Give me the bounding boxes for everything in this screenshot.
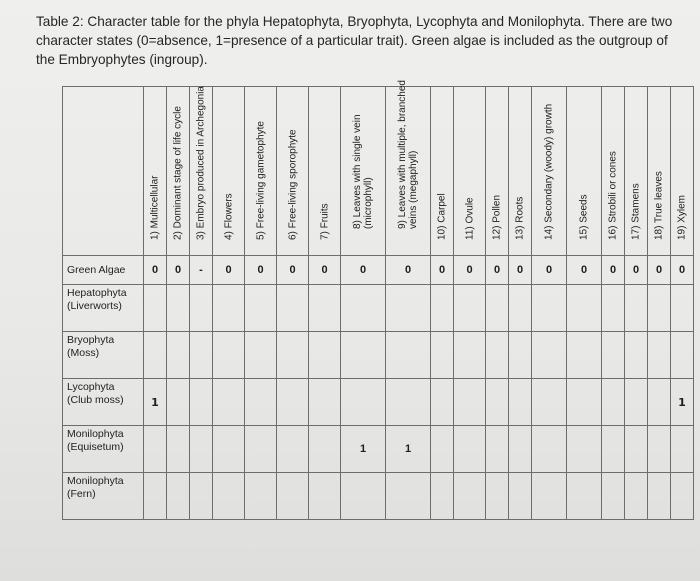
character-table-wrapper [62, 80, 694, 520]
table-caption: Table 2: Character table for the phyla Hepatophyta, Bryophyta, Lycophyta and Monilophyta. There are two character states (0=absence, 1=presence of a particular trait). Green algae is included as the outgroup of the Embryophytes (ingroup). [36, 14, 673, 67]
table-cell [602, 473, 625, 520]
table-cell [167, 473, 190, 520]
table-cell [602, 379, 625, 426]
table-cell: 0 [509, 256, 532, 285]
table-cell [454, 473, 486, 520]
table-cell [190, 379, 213, 426]
table-cell [567, 379, 602, 426]
table-cell [602, 285, 625, 332]
table-cell: 0 [167, 256, 190, 285]
table-cell [454, 379, 486, 426]
table-cell: - [190, 256, 213, 285]
table-row [63, 332, 694, 379]
column-header: 10) Carpel [431, 87, 454, 256]
table-cell [386, 285, 431, 332]
corner-cell [63, 87, 144, 256]
table-cell [454, 285, 486, 332]
table-cell [431, 426, 454, 473]
table-cell [625, 332, 648, 379]
table-row [63, 426, 694, 473]
table-cell [567, 426, 602, 473]
table-cell [486, 379, 509, 426]
table-cell: 0 [245, 256, 277, 285]
table-cell [509, 332, 532, 379]
table-cell [671, 332, 694, 379]
table-cell [431, 285, 454, 332]
row-label: Monilophyta (Fern) [63, 473, 144, 520]
table-cell [309, 285, 341, 332]
table-cell [309, 379, 341, 426]
table-cell [167, 332, 190, 379]
column-header: 5) Free-living gametophyte [245, 87, 277, 256]
table-cell [625, 379, 648, 426]
table-cell [341, 332, 386, 379]
table-cell [309, 332, 341, 379]
table-cell: 0 [277, 256, 309, 285]
table-cell [341, 379, 386, 426]
table-row [63, 379, 694, 426]
header-row [63, 87, 694, 256]
table-cell [671, 285, 694, 332]
column-header: 12) Pollen [486, 87, 509, 256]
table-cell [567, 285, 602, 332]
table-row [63, 256, 694, 285]
column-header: 14) Secondary (woody) growth [532, 87, 567, 256]
table-cell [167, 426, 190, 473]
table-cell [648, 285, 671, 332]
column-header: 8) Leaves with single vein (microphyll) [341, 87, 386, 256]
column-header: 11) Ovule [454, 87, 486, 256]
table-cell [309, 426, 341, 473]
table-cell [532, 285, 567, 332]
table-cell [190, 473, 213, 520]
table-cell [431, 332, 454, 379]
table-cell [532, 379, 567, 426]
table-cell [167, 285, 190, 332]
table-cell: 0 [532, 256, 567, 285]
table-cell [245, 473, 277, 520]
table-cell [277, 473, 309, 520]
column-header: 9) Leaves with multiple, branched veins (megaphyll) [386, 87, 431, 256]
table-cell [532, 426, 567, 473]
table-cell: 1 [341, 426, 386, 473]
table-cell [671, 426, 694, 473]
column-header: 16) Strobili or cones [602, 87, 625, 256]
table-cell [648, 332, 671, 379]
table-cell: 0 [671, 256, 694, 285]
table-cell [245, 285, 277, 332]
table-cell: 0 [486, 256, 509, 285]
column-header: 4) Flowers [213, 87, 245, 256]
table-cell [309, 473, 341, 520]
table-cell [648, 473, 671, 520]
table-cell [509, 285, 532, 332]
table-cell [341, 285, 386, 332]
table-cell [567, 332, 602, 379]
table-cell [486, 285, 509, 332]
table-cell [277, 379, 309, 426]
table-cell: 0 [341, 256, 386, 285]
table-cell [167, 379, 190, 426]
row-label: Green Algae [63, 256, 144, 285]
table-cell [486, 426, 509, 473]
table-cell [509, 426, 532, 473]
table-cell [213, 332, 245, 379]
table-cell [454, 332, 486, 379]
table-cell [245, 332, 277, 379]
column-header: 7) Fruits [309, 87, 341, 256]
table-cell [144, 426, 167, 473]
column-header: 13) Roots [509, 87, 532, 256]
table-cell [431, 379, 454, 426]
table-row [63, 473, 694, 520]
column-header: 3) Embryo produced in Archegonia [190, 87, 213, 256]
column-header: 17) Stamens [625, 87, 648, 256]
table-cell [509, 379, 532, 426]
table-cell [190, 332, 213, 379]
column-header: 2) Dominant stage of life cycle [167, 87, 190, 256]
column-header: 19) Xylem [671, 87, 694, 256]
table-cell: 0 [213, 256, 245, 285]
table-cell: 1 [144, 379, 167, 426]
table-cell [625, 285, 648, 332]
table-cell [648, 426, 671, 473]
table-cell [245, 426, 277, 473]
table-cell [386, 379, 431, 426]
table-cell [213, 285, 245, 332]
table-cell [602, 332, 625, 379]
column-header: 6) Free-living sporophyte [277, 87, 309, 256]
table-cell [648, 379, 671, 426]
table-row [63, 285, 694, 332]
table-cell [431, 473, 454, 520]
table-cell [486, 473, 509, 520]
row-label: Monilophyta (Equisetum) [63, 426, 144, 473]
table-cell: 0 [625, 256, 648, 285]
table-cell: 1 [386, 426, 431, 473]
table-cell: 0 [386, 256, 431, 285]
row-label: Lycophyta (Club moss) [63, 379, 144, 426]
table-cell [144, 332, 167, 379]
table-cell [144, 285, 167, 332]
table-cell [144, 473, 167, 520]
table-cell [190, 426, 213, 473]
column-header: 18) True leaves [648, 87, 671, 256]
table-cell [625, 473, 648, 520]
table-cell [454, 426, 486, 473]
table-cell [190, 285, 213, 332]
table-cell [386, 473, 431, 520]
table-cell [341, 473, 386, 520]
table-cell [277, 332, 309, 379]
table-cell [277, 285, 309, 332]
table-cell [532, 332, 567, 379]
table-cell [245, 379, 277, 426]
table-cell [486, 332, 509, 379]
row-label: Hepatophyta (Liverworts) [63, 285, 144, 332]
table-cell [509, 473, 532, 520]
column-header: 1) Multicellular [144, 87, 167, 256]
table-cell [213, 473, 245, 520]
table-cell [567, 473, 602, 520]
table-cell [671, 473, 694, 520]
row-label: Bryophyta (Moss) [63, 332, 144, 379]
table-cell: 0 [144, 256, 167, 285]
table-cell [386, 332, 431, 379]
table-cell [602, 426, 625, 473]
character-table [62, 80, 694, 520]
table-cell: 1 [671, 379, 694, 426]
table-cell: 0 [648, 256, 671, 285]
table-cell: 0 [431, 256, 454, 285]
column-header: 15) Seeds [567, 87, 602, 256]
table-cell: 0 [567, 256, 602, 285]
table-cell [213, 426, 245, 473]
table-cell: 0 [602, 256, 625, 285]
table-cell [625, 426, 648, 473]
table-cell: 0 [309, 256, 341, 285]
table-cell: 0 [454, 256, 486, 285]
table-cell [277, 426, 309, 473]
table-cell [213, 379, 245, 426]
table-cell [532, 473, 567, 520]
